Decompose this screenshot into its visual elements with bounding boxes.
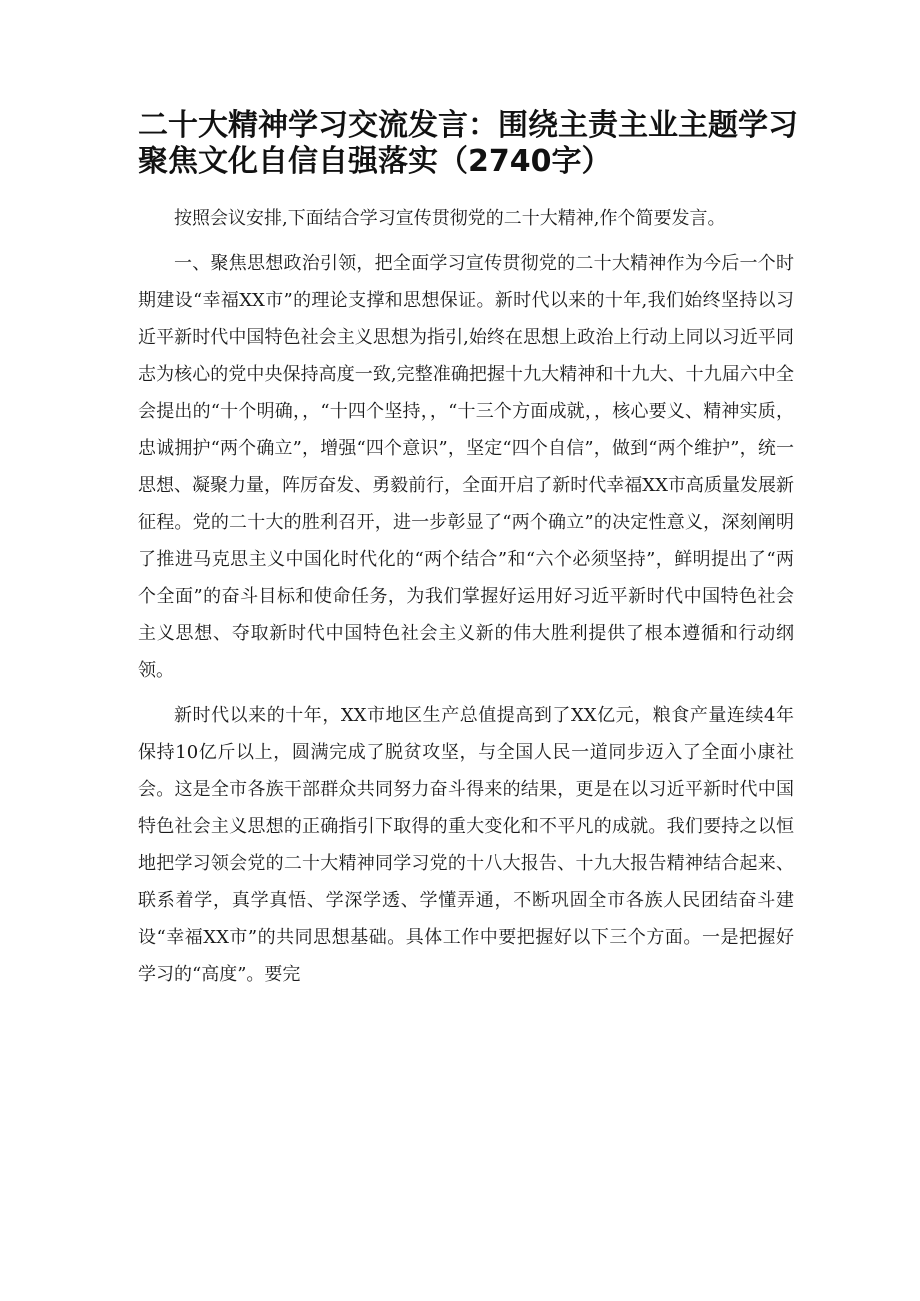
paragraph-section-one: 一、聚焦思想政治引领，把全面学习宣传贯彻党的二十大精神作为今后一个时期建设“幸福XX市”的理论支撑和思想保证。新时代以来的十年,我们始终坚持以习近平新时代中国特色社会主义思想为指引,始终在思想上政治上行动上同以习近平同志为核心的党中央保持高度一致,完整准确把握十九大精神和十九大、十九届六中全会提出的“十个明确，，“十四个坚持，，“十三个方面成就，，核心要义、精神实质，忠诚拥护“两个确立”，增强“四个意识”，坚定“四个自信”，做到“两个维护”，统一思想、凝聚力量，阵厉奋发、勇毅前行，全面开启了新时代幸福XX市高质量发展新征程。党的二十大的胜利召开，进一步彰显了“两个确立”的决定性意义，深刻阐明了推进马克思主义中国化时代化的“两个结合”和“六个必须坚持”，鲜明提出了“两个全面”的奋斗目标和使命任务，为我们掌握好运用好习近平新时代中国特色社会主义思想、夺取新时代中国特色社会主义新的伟大胜利提供了根本遵循和行动纲领。 — [138, 253, 794, 681]
document-body — [138, 200, 794, 1001]
paragraph-intro: 按照会议安排,下面结合学习宣传贯彻党的二十大精神,作个简要发言。 — [174, 208, 726, 229]
paragraph-achievements: 新时代以来的十年，XX市地区生产总值提高到了XX亿元，粮食产量连续4年保持10亿斤以上，圆满完成了脱贫攻坚，与全国人民一道同步迈入了全面小康社会。这是全市各族干部群众共同努力奋斗得来的结果，更是在以习近平新时代中国特色社会主义思想的正确指引下取得的重大变化和不平凡的成就。我们要持之以恒地把学习领会党的二十大精神同学习党的十八大报告、十九大报告精神结合起来、联系着学，真学真悟、学深学透、学懂弄通，不断巩固全市各族人民团结奋斗建设“幸福XX市”的共同思想基础。具体工作中要把握好以下三个方面。一是把握好学习的“高度”。要完 — [138, 705, 794, 985]
document-title: 二十大精神学习交流发言：围绕主责主业主题学习聚焦文化自信自强落实（2740字） — [138, 108, 798, 179]
